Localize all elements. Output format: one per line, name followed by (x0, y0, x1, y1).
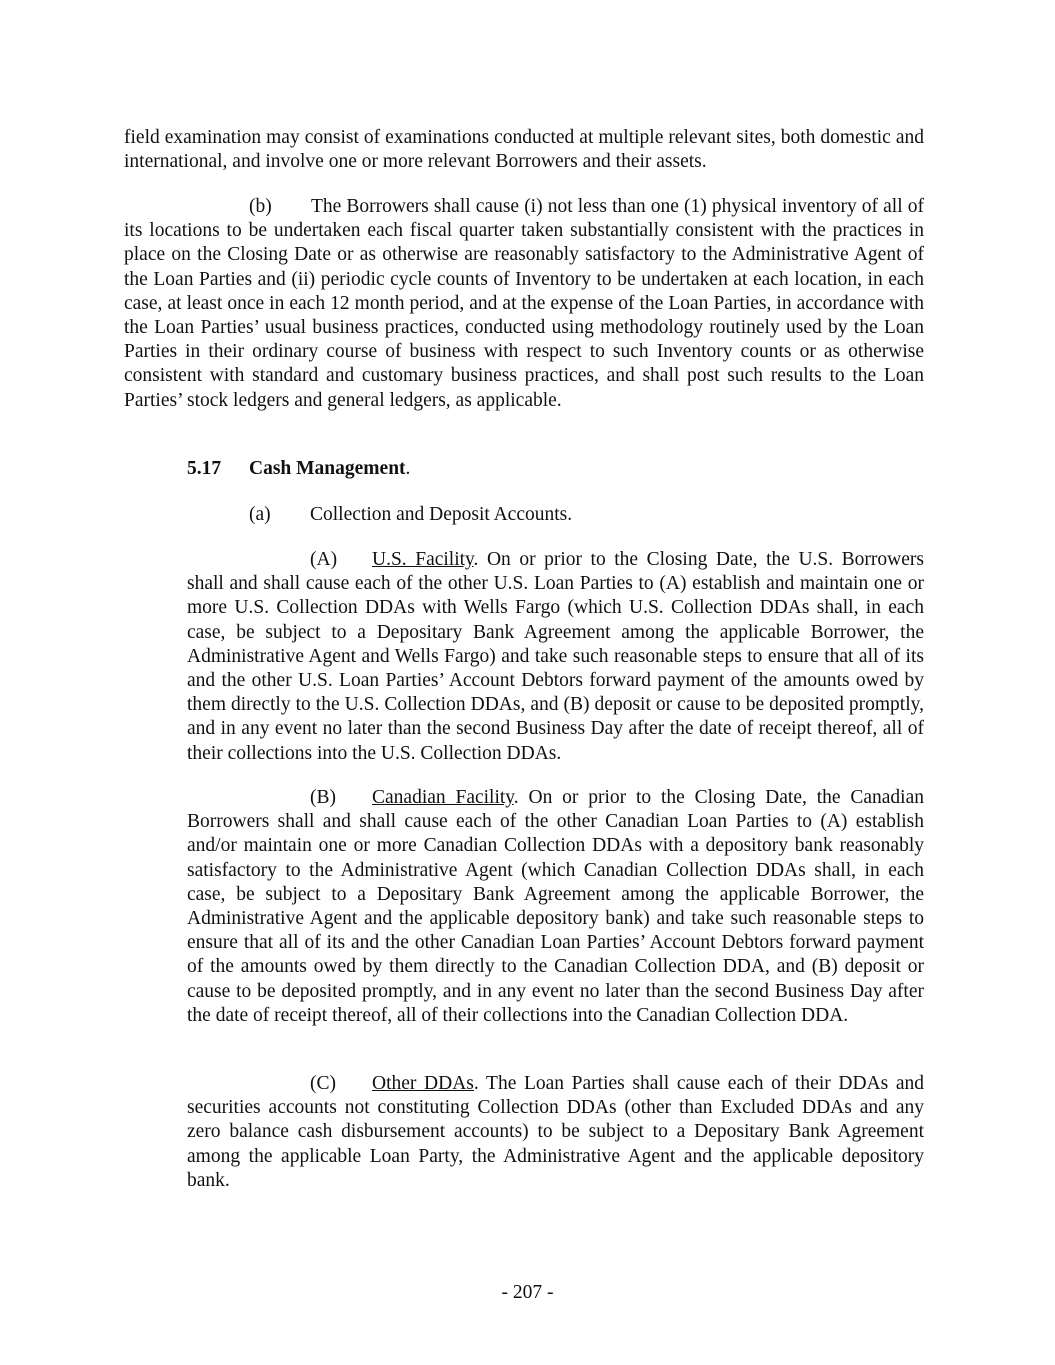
section-title-period: . (405, 458, 411, 479)
section-number: 5.17 (187, 458, 222, 479)
subsection-a-label: (a) (249, 504, 271, 525)
section-heading (187, 457, 410, 481)
item-c-title: Other DDAs (372, 1073, 474, 1094)
item-a-paragraph (187, 548, 924, 766)
paragraph-b-label: (b) (249, 196, 272, 217)
item-a-text: . On or prior to the Closing Date, the U.S. Borrowers shall and shall cause each of the other U.S. Loan Parties to (A) establish and maintain one or more U.S. Collection DDAs with Wells Fargo (which U.S. Collection DDAs shall, in each case, be subject to a Depositary Bank Agreement among the applicable Borrower, the Administrative Agent and Wells Fargo) and take such reasonable steps to ensure that all of its and the other U.S. Loan Parties’ Account Debtors forward payment of the amounts owed by them directly to the U.S. Collection DDAs, and (B) deposit or cause to be deposited promptly, and in any event no later than the second Business Day after the date of receipt thereof, all of their collections into the U.S. Collection DDAs. (187, 549, 924, 764)
item-b-text: . On or prior to the Closing Date, the Canadian Borrowers shall and shall cause each of the other Canadian Loan Parties to (A) establish and/or maintain one or more Canadian Collection DDAs with a depository bank reasonably satisfactory to the Administrative Agent (which Canadian Collection DDAs shall, in each case, be subject to a Depositary Bank Agreement among the applicable Borrower, the Administrative Agent and the applicable depository bank) and take such reasonable steps to ensure that all of its and the other Canadian Loan Parties’ Account Debtors forward payment of the amounts owed by them directly to the Canadian Collection DDA, and (B) deposit or cause to be deposited promptly, and in any event no later than the second Business Day after the date of receipt thereof, all of their collections into the Canadian Collection DDA. (187, 787, 924, 1026)
paragraph-b-text: The Borrowers shall cause (i) not less than one (1) physical inventory of all of its locations to be undertaken each fiscal quarter taken substantially consistent with the practices in place on the Closing Date or as otherwise are reasonably satisfactory to the Administrative Agent of the Loan Parties and (ii) periodic cycle counts of Inventory to be undertaken at each location, in each case, at least once in each 12 month period, and at the expense of the Loan Parties, in accordance with the Loan Parties’ usual business practices, conducted using methodology routinely used by the Loan Parties in their ordinary course of business with respect to such Inventory counts or as otherwise consistent with standard and customary business practices, and shall post such results to the Loan Parties’ stock ledgers and general ledgers, as applicable. (124, 196, 924, 411)
subsection-a (249, 503, 572, 527)
page-number: - 207 - (501, 1282, 554, 1303)
continuation-text: field examination may consist of examinations conducted at multiple relevant sites, both domestic and international, and involve one or more relevant Borrowers and their assets. (124, 127, 924, 173)
subsection-a-text: Collection and Deposit Accounts. (310, 504, 573, 525)
item-c-label: (C) (310, 1073, 336, 1094)
item-b-paragraph (187, 786, 924, 1028)
item-c-text: . The Loan Parties shall cause each of their DDAs and securities accounts not constituting Collection DDAs (other than Excluded DDAs and any zero balance cash disbursement accounts) to be subject to a Depositary Bank Agreement among the applicable Loan Party, the Administrative Agent and the applicable depository bank. (187, 1073, 925, 1191)
item-a-label: (A) (310, 549, 338, 570)
item-b-title: Canadian Facility (372, 787, 514, 808)
paragraph-b (124, 195, 924, 413)
item-b-label: (B) (310, 787, 336, 808)
item-c-paragraph (187, 1072, 924, 1193)
section-title: Cash Management (249, 458, 406, 479)
continuation-paragraph (124, 126, 924, 174)
item-a-title: U.S. Facility (372, 549, 474, 570)
